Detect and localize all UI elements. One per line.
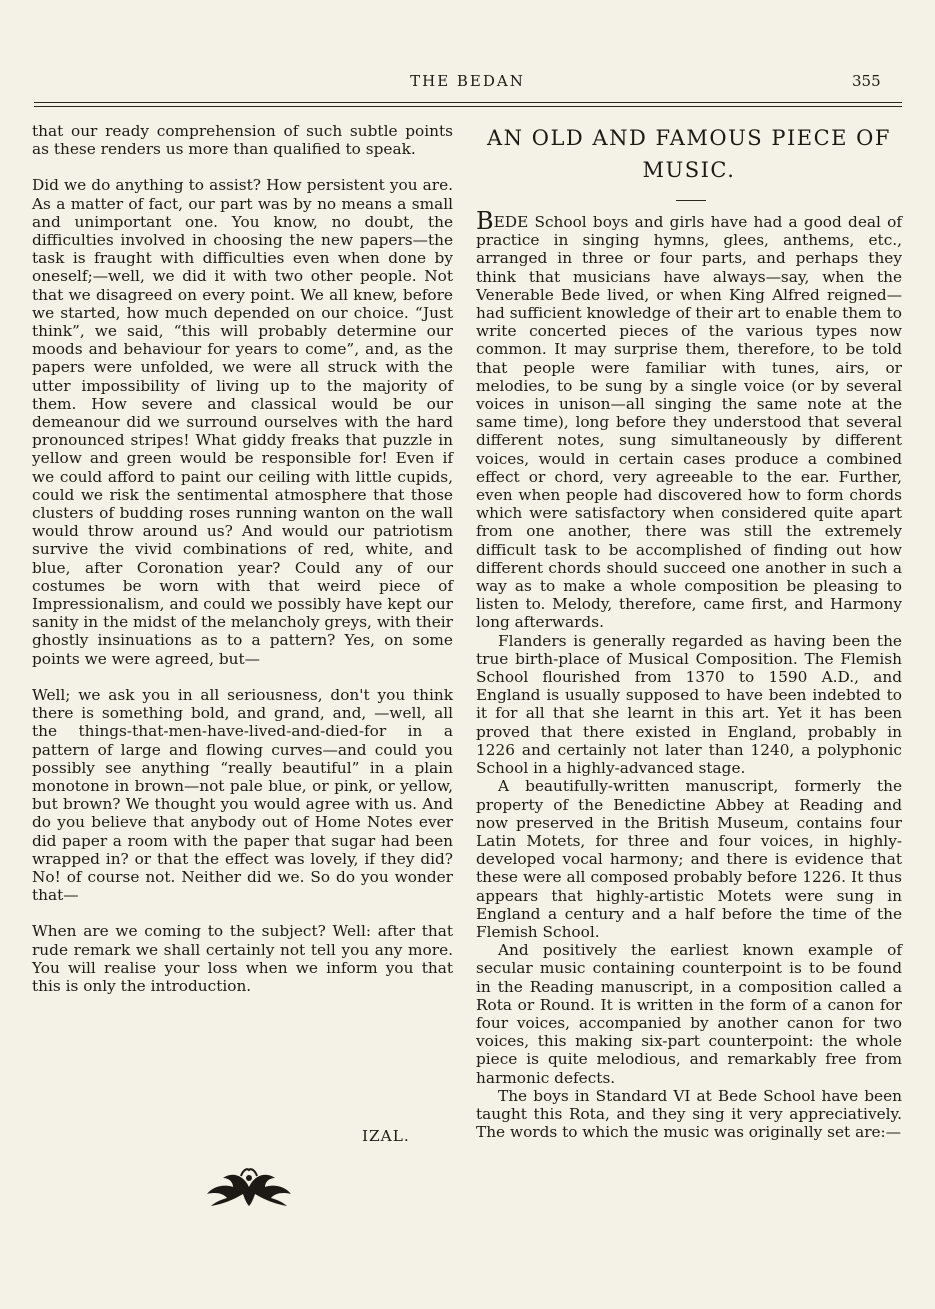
article-title <box>476 122 902 186</box>
fleuron-ornament-icon <box>203 1166 295 1208</box>
article-paragraph: A beautifully-written manuscript, formerly the property of the Benedictine Abbey at Reading and now preserved in the British Museum, contains four Latin Motets, for three and four voices, in highly-developed vocal harmony; and there is evidence that these were all composed probably before 1226. It thus appears that highly-artistic Motets were sung in England a century and a half before the time of the Flemish School. <box>476 777 902 941</box>
article-body <box>476 207 902 1142</box>
article-paragraph: And positively the earliest known example of secular music containing counterpoint is to be found in the Reading manuscript, in a composition called a Rota or Round. It is written in the form of a canon for four voices, accompanied by another canon for two voices, this making six-part counterpoint: the whole piece is quite melodious, and remarkably free from harmonic defects. <box>476 941 902 1087</box>
header-rule-bottom <box>34 106 902 107</box>
author-signature: IZAL. <box>362 1127 410 1145</box>
article-title-line1: AN OLD AND FAMOUS PIECE OF <box>487 126 891 150</box>
left-paragraph: When are we coming to the subject? Well: after that rude remark we shall certainly not tell you any more. You will realise your loss when we inform you that this is only the introduction. <box>32 922 453 995</box>
title-divider <box>676 200 706 201</box>
page-number: 355 <box>852 72 881 90</box>
article-paragraph <box>476 207 902 632</box>
header-rule-top <box>34 102 902 103</box>
running-title: THE BEDAN <box>410 72 525 90</box>
left-column <box>32 122 453 1013</box>
first-paragraph-text: School boys and girls have had a good deal of practice in singing hymns, glees, anthems, etc., arranged in three or four parts, and perhaps they think that musicians have always—say, when the Venerable Bede lived, or when King Alfred reigned—had sufficient knowledge of their art to enable them to write concerted pieces of the various types now common. It may surprise them, therefore, to be told that people were familiar with tunes, airs, or melodies, to be sung by a single voice (or by several voices in unison—all singing the same note at the same time), long before they understood that several different notes, sung simultaneously by different voices, would in certain cases produce a combined effect or chord, very agreeable to the ear. Further, even when people had discovered how to form chords which were satisfactory when considered quite apart from one another, there was still the extremely difficult task to be accomplished of finding out how different chords should succeed one another in such a way as to make a whole composition be pleasing to listen to. Melody, therefore, came first, and Harmony long afterwards. <box>476 213 902 632</box>
drop-cap: B <box>476 207 494 235</box>
article-paragraph: The boys in Standard VI at Bede School have been taught this Rota, and they sing it very appreciatively. The words to which the music was originally set are:— <box>476 1086 902 1142</box>
article-paragraph: Flanders is generally regarded as having been the true birth-place of Musical Composition. The Flemish School flourished from 1370 to 1590 A.D., and England is usually supposed to have been indebted to it for all that she learnt in this art. Yet it has been proved that there existed in England, probably in 1226 and certainly not later than 1240, a polyphonic School in a highly-advanced stage. <box>476 631 902 778</box>
article-title-line2: MUSIC. <box>642 158 736 182</box>
left-paragraph: Well; we ask you in all seriousness, don't you think there is something bold, and grand, and, —well, all the things-that-men-have-lived-and-died-for in a pattern of large and flowing curves—and could you possibly see anything “really beautiful” in a plain monotone in brown—not pale blue, or pink, or yellow, but brown? We thought you would agree with us. And do you believe that anybody out of Home Notes ever did paper a room with the paper that sugar had been wrapped in? or that the effect was lovely, if they did? No! of course not. Neither did we. So do you wonder that— <box>32 685 453 905</box>
left-paragraph: that our ready comprehension of such subtle points as these renders us more than qualified to speak. <box>32 122 453 159</box>
left-paragraph: Did we do anything to assist? How persistent you are. As a matter of fact, our part was by no means a small and unimportant one. You know, no doubt, the difficulties involved in choosing the new papers—the task is fraught with difficulties even when done by oneself;—well, we did it with two other people. Not that we disagreed on every point. We all knew, before we started, how much depended on our choice. “Just think”, we said, “this will probably determine our moods and behaviour for years to come”, and, as the papers were unfolded, we were all struck with the utter impossibility of living up to the majority of them. How severe and classical would be our demeanour did we surround ourselves with the hard pronounced stripes! What giddy freaks that puzzle in yellow and green would be responsible for! Even if we could afford to paint our ceiling with little cupids, could we risk the sentimental atmosphere that those clusters of budding roses running wanton on the wall would throw around us? And would our patriotism survive the vivid combinations of red, white, and blue, after Coronation year? Could any of our costumes be worn with that weird piece of Impressionalism, and could we possibly have kept our sanity in the midst of the melancholy greys, with their ghostly insinuations as to a pattern? Yes, on some points we were agreed, but— <box>32 176 453 668</box>
first-word-rest: EDE <box>493 213 529 231</box>
